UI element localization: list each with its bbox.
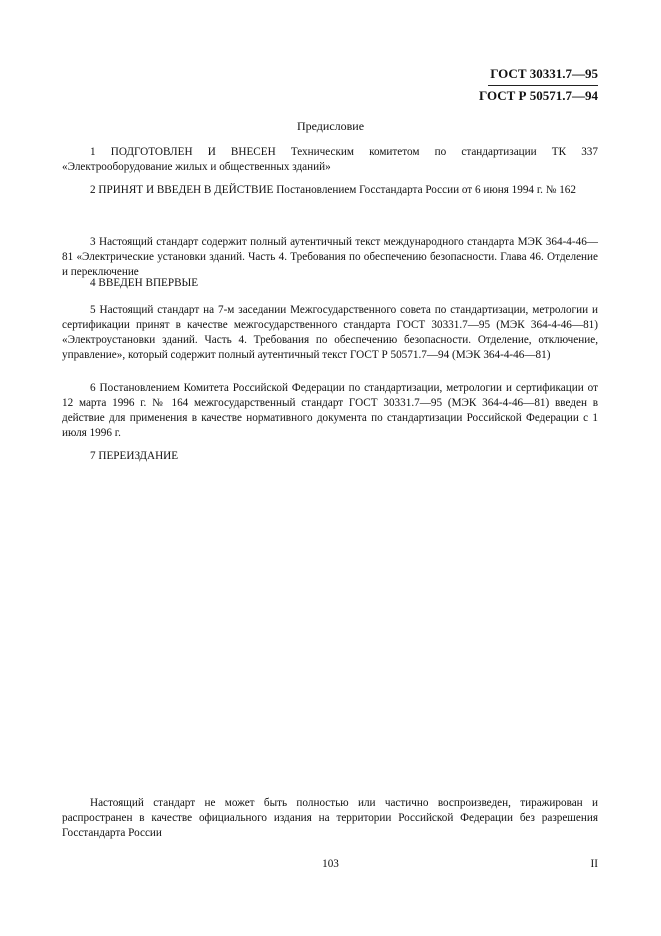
paragraph-3-text: 3 Настоящий стандарт содержит полный аутентичный текст международного стандарта МЭК 364-4-46—81 «Электрические установки зданий. Часть 4. Требования по обеспечению безопасности. Глава 46. Отделение и переключение xyxy=(62,236,598,278)
paragraph-5-text: 5 Настоящий стандарт на 7-м заседании Межгосударственного совета по стандартизации, метрологии и сертификации принят в качестве межгосударственного стандарта ГОСТ 30331.7—95 (МЭК 364-4-46—81) «Электроустановки зданий. Часть 4. Требования по обеспечению безопасности. Отделение, отключение, управление», который содержит полный аутентичный текст ГОСТ Р 50571.7—94 (МЭК 364-4-46—81) xyxy=(62,304,598,361)
header-rule xyxy=(488,85,598,86)
copyright-notice-text: Настоящий стандарт не может быть полностью или частично воспроизведен, тиражирован и распространен в качестве официального издания на территории Российской Федерации без разрешения Госстандарта России xyxy=(62,797,598,839)
preface-title: Предисловие xyxy=(296,119,365,133)
paragraph-5 xyxy=(62,303,598,363)
paragraph-6 xyxy=(62,381,598,441)
paragraph-1-text: 1 ПОДГОТОВЛЕН И ВНЕСЕН Техническим комитетом по стандартизации ТК 337 «Электрооборудование жилых и общественных зданий» xyxy=(62,146,598,173)
paragraph-7: 7 ПЕРЕИЗДАНИЕ xyxy=(90,450,179,462)
page-number: 103 xyxy=(322,858,339,870)
paragraph-2-text: 2 ПРИНЯТ И ВВЕДЕН В ДЕЙСТВИЕ Постановлением Госстандарта России от 6 июня 1994 г. № 162 xyxy=(90,184,576,196)
standard-code-national: ГОСТ Р 50571.7—94 xyxy=(479,88,598,103)
roman-page-number: II xyxy=(590,858,598,870)
paragraph-4: 4 ВВЕДЕН ВПЕРВЫЕ xyxy=(90,277,199,289)
paragraph-1 xyxy=(62,145,598,175)
standard-code-interstate: ГОСТ 30331.7—95 xyxy=(490,66,598,81)
paragraph-2 xyxy=(62,183,598,198)
paragraph-6-text: 6 Постановлением Комитета Российской Федерации по стандартизации, метрологии и сертификации от 12 марта 1996 г. № 164 межгосударственный стандарт ГОСТ 30331.7—95 (МЭК 364-4-46—81) введен в действие для применения в качестве нормативного документа по стандартизации Российской Федерации с 1 июля 1996 г. xyxy=(62,382,598,439)
paragraph-3 xyxy=(62,235,598,280)
copyright-notice xyxy=(62,796,598,841)
